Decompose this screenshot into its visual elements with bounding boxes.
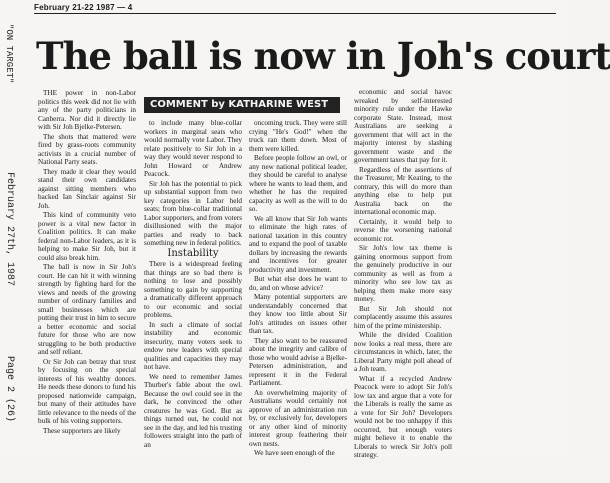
paragraph: This kind of community veto power is a vital new factor in Coalition politics. It can make federal non-Labor leaders, as it is helping to make Sir Joh, but it could also break him.: [38, 211, 136, 262]
paragraph: While the divided Coalition now looks a real mess, there are circumstances in which, later, the Liberal Party might poll ahead of a Joh team.: [354, 331, 452, 373]
paragraph: The ball is now in Sir Joh's court. He can hit it with winning strength by fighting hard for the views and needs of the growing number of ordinary families and small businesses which are putting their trust in him to secure a better economic and social future for those who are now struggling to be both productive and self reliant.: [38, 263, 136, 356]
paragraph: We need to remember James Thurber's fable about the owl. Because the owl could see in the dark, he convinced the other creatures he was God. But as things turned out, he could not see in the day, and led his trusting followers straight into the path of an: [144, 372, 242, 449]
paragraph: What if a recycled Andrew Peacock were to adopt Sir Joh's low tax and argue that a vote for the Liberals is really the same as a vote for Sir Joh? Developers would not be too unhappy if this occurred, but enough voters might believe it to enable the Liberals to wreck Sir Joh's poll strategy.: [354, 374, 452, 459]
subhead: Instability: [167, 247, 219, 259]
margin-annotation: [4, 18, 18, 458]
margin-page: Page 2 (26): [4, 356, 15, 423]
paragraph: Before people follow an owl, or any new national political leader, they should be careful to analyse where he wants to lead them, and whether he has the required capacity as well as the will to do so.: [249, 154, 347, 213]
paragraph: They made it clear they would stand their own candidates against sitting members who backed Ian Sinclair against Sir Joh.: [38, 167, 136, 210]
paragraph: to include many blue-collar workers in marginal seats who would normally vote Labor. They relate positively to Sir Joh in a way they would never respond to John Howard or Andrew Peacock.: [144, 119, 242, 178]
paragraph: They also want to be reassured about the integrity and calibre of those who would advise a Bjelke-Petersen administration, and represent it in the Federal Parliament.: [249, 336, 347, 387]
paragraph: We all know that Sir Joh wants to eliminate the high rates of national taxation in this country and to expand the pool of taxable dollars by increasing the rewards and incentives for greater productivity and investment.: [249, 214, 347, 274]
paragraph: But Sir Joh should not complacently assume this assures him of the prime ministership.: [354, 304, 452, 330]
article-body: [36, 88, 562, 459]
paragraph: These supporters are likely: [43, 426, 121, 435]
paragraph: Many potential supporters are understandably concerned that they know too little about Sir Joh's attitudes on issues other than tax.: [249, 293, 347, 335]
paragraph: Sir Joh has the potential to pick up substantial support from two key categories in Labor held seats; from blue-collar traditional Labor supporters, and from voters disillusioned with the major parties and ready to back something new in federal politics.: [144, 179, 243, 247]
paragraph: Certainly, it would help to reverse the worsening national economic rot.: [354, 217, 452, 243]
paragraph: There is a widespread feeling that things are so bad there is nothing to lose and possibly something to gain by supporting a dramatically different approach to our economic and social problems.: [144, 260, 242, 319]
dateline: February 21-22 1987 — 4: [34, 3, 133, 12]
paragraph: Or Sir Joh can betray that trust by focusing on the special interests of his wealthy donors. He needs these donors to fund his proposed nationwide campaign, but many of their attitudes have little relevance to the needs of the bulk of his voting supporters.: [38, 357, 136, 425]
paragraph: Sir Joh's low tax theme is gaining enormous support from the genuinely productive in our community as well as from a minority who see low tax as helping them make more easy money.: [354, 244, 452, 303]
article-column-3: [249, 119, 347, 483]
paragraph: economic and social havoc wreaked by self-interested minority rule under the Hawke corporate State. Instead, most Australians are seeking a government that will act in the majority interest by slashing government waste and the government taxes that pay for it.: [354, 88, 452, 164]
paragraph: But what else does he want to do, and on whose advice?: [249, 275, 347, 292]
paragraph: Regardless of the assertions of the Treasurer, Mr Keating, to the contrary, this will do more than anything else to help put Australia back on the international economic map.: [354, 165, 452, 216]
paragraph: The shots that mattered were fired by grass-roots community activists in a crucial number of National Party seats.: [38, 132, 136, 166]
margin-date: February 27th, 1987: [4, 172, 15, 287]
margin-source-tag: "ON TARGET": [4, 24, 14, 84]
paragraph: oncoming truck. They were still crying "He's God!" when the truck ran them down. Most of them were killed.: [249, 119, 347, 153]
header-rule: [34, 13, 556, 14]
paragraph: In such a climate of social instability and economic insecurity, many voters seek to endow new leaders with special qualities and capacities they may not have.: [144, 320, 242, 371]
article-column-2: [144, 119, 242, 483]
paragraph: We have seen enough of the: [254, 449, 335, 457]
paragraph: THE power in non-Labor politics this week did not lie with any of the party politicians in Canberra. Nor did it directly lie with Sir Joh Bjelke-Petersen.: [38, 89, 136, 131]
article-column-1: [38, 89, 136, 453]
article-column-4: [354, 88, 452, 459]
paragraph: An overwhelming majority of Australians would certainly not approve of an administration run by, or exclusively for, developers or any other kind of minority interest group feathering their own nests.: [249, 388, 347, 448]
headline: The ball is now in Joh's court: [36, 34, 610, 78]
byline: COMMENT by KATHARINE WEST: [144, 97, 340, 113]
